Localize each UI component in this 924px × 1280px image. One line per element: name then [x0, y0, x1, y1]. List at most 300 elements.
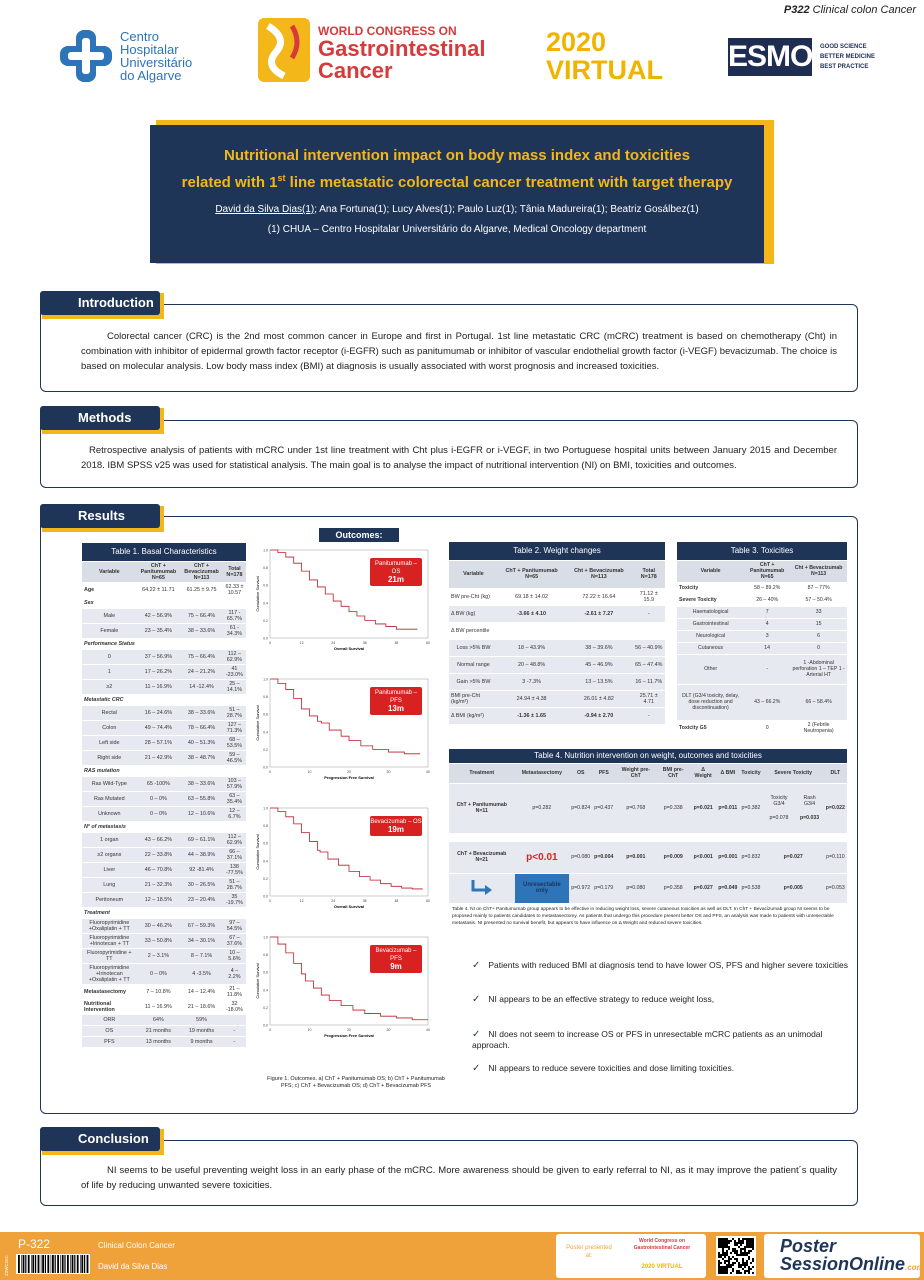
- table2-cell: 18 – 43.9%: [498, 639, 565, 656]
- qr-module: [730, 1266, 732, 1268]
- table4-cell: p=0.358: [656, 873, 690, 903]
- table1-cell: 69 – 61.1%: [180, 832, 223, 847]
- table1-cell: 8 – 7.1%: [180, 948, 223, 963]
- table-toxicities: [677, 542, 847, 736]
- qr-module: [728, 1264, 730, 1266]
- qr-module: [730, 1258, 732, 1260]
- barcode-bar: [74, 1255, 75, 1273]
- table1-row: [82, 877, 246, 892]
- qr-module: [744, 1246, 746, 1248]
- table3-row: [677, 606, 847, 618]
- table2-cell: BMI pre-Cht (kg/m²): [449, 690, 498, 707]
- esmo-logo: ESMO: [728, 38, 812, 76]
- table4-cell: p=0.824: [569, 783, 592, 833]
- chua-name: Centro Hospitalar Universitário do Algarve: [120, 29, 193, 83]
- qr-module: [744, 1272, 746, 1274]
- barcode-bar: [80, 1255, 81, 1273]
- table2-cell: 3 -7.3%: [498, 673, 565, 690]
- qr-module: [738, 1254, 740, 1256]
- table1-cell: ORR: [82, 1014, 137, 1025]
- qr-module: [746, 1270, 748, 1272]
- table1-row: [82, 999, 246, 1014]
- esmo-tagline: GOOD SCIENCE BETTER MEDICINE BEST PRACTICE: [820, 44, 876, 70]
- methods-heading: Methods: [40, 406, 160, 430]
- table2-row: [449, 673, 665, 690]
- table1-cell: 138 -77.5%: [223, 862, 246, 877]
- table2-cell: -: [633, 707, 666, 724]
- table-weight-changes: [449, 542, 665, 725]
- table4-header: Metastasectomy: [515, 763, 570, 783]
- table4-spacer: [449, 833, 847, 841]
- qr-module: [732, 1262, 734, 1264]
- table1-cell: 40 – 51.3%: [180, 735, 223, 750]
- table1-cell: 2 – 3.1%: [137, 948, 181, 963]
- qr-module: [726, 1270, 728, 1272]
- table4-cell: p=0.382: [739, 783, 762, 833]
- barcode-bar: [55, 1255, 56, 1273]
- table2-cell: Δ BMI (kg/m²): [449, 707, 498, 724]
- table4-cell: p=0.004: [592, 841, 615, 873]
- table3-cell: 1 -Abdominal perforation 1 – TEP 1 -Arterial HT: [790, 654, 847, 684]
- table3-cell: Severe Toxicity: [677, 594, 744, 606]
- qr-module: [752, 1260, 754, 1262]
- poster-category: Clinical colon Cancer: [812, 4, 916, 16]
- virtual-small: 2020 VIRTUAL: [641, 1264, 683, 1270]
- qr-module: [744, 1254, 746, 1256]
- postersession-logo[interactable]: Poster SessionOnline.com: [764, 1234, 920, 1278]
- barcode-bar: [81, 1255, 83, 1273]
- table1-cell: 24 – 21.2%: [180, 664, 223, 679]
- qr-module: [718, 1270, 720, 1272]
- qr-module: [726, 1266, 728, 1268]
- qr-module: [748, 1242, 750, 1244]
- table1-cell: 38 – 33.6%: [180, 776, 223, 791]
- qr-module: [746, 1264, 748, 1266]
- table3-cell: 66 – 58.4%: [790, 684, 847, 720]
- qr-module: [722, 1268, 724, 1270]
- table1-cell: Fluoropyrimidine +Oxaliplatin + TT: [82, 918, 137, 933]
- table1-row: [82, 1036, 246, 1047]
- qr-module: [742, 1258, 744, 1260]
- qr-module: [748, 1270, 750, 1272]
- table1-header: Total N=178: [223, 561, 246, 582]
- qr-module: [720, 1256, 722, 1258]
- table1-cell: 46 – 70.8%: [137, 862, 181, 877]
- table1-row: [82, 963, 246, 984]
- km-ytick: 0.6: [263, 841, 268, 846]
- table-nutrition-intervention: [449, 749, 847, 904]
- table3-cell: -: [744, 654, 790, 684]
- virtual-label: 2020 VIRTUAL: [546, 27, 663, 85]
- km-xlabel: Progression Free Survival: [324, 1033, 374, 1038]
- table3-cell: Cutaneous: [677, 642, 744, 654]
- table1-cell: 61.25 ± 9.75: [180, 582, 223, 597]
- table3-row: [677, 594, 847, 606]
- qr-module: [718, 1242, 720, 1244]
- table1-cell: 25 – 14.1%: [223, 679, 246, 694]
- km-ytick: 1.0: [263, 548, 268, 553]
- results-heading: Results: [40, 504, 160, 528]
- qr-module: [742, 1262, 744, 1264]
- qr-module: [748, 1258, 750, 1260]
- table1-cell: Liver: [82, 862, 137, 877]
- table1-cell: Metastasectomy: [82, 984, 137, 999]
- qr-module: [722, 1252, 724, 1254]
- table1-cell: 33 – 50.8%: [137, 933, 181, 948]
- qr-module: [718, 1244, 720, 1246]
- table1-row: [82, 907, 246, 918]
- qr-code-icon[interactable]: [716, 1236, 756, 1276]
- qr-module: [724, 1270, 726, 1272]
- qr-module: [744, 1270, 746, 1272]
- table3-header: Variable: [677, 560, 744, 582]
- table4-cell: p<0.001: [690, 841, 716, 873]
- authors: David da Silva Dias(1); Ana Fortuna(1); Lucy Alves(1); Paulo Luz(1); Tânia Madureira(1); Beatriz Gosálbez(1): [215, 204, 699, 215]
- table1-cell: 103 – 57.9%: [223, 776, 246, 791]
- table1-cell: 21 – 32.3%: [137, 877, 181, 892]
- table4-cell: p=0.080: [569, 841, 592, 873]
- table1-cell: 51 – 28.7%: [223, 705, 246, 720]
- qr-module: [726, 1242, 728, 1244]
- qr-module: [724, 1242, 726, 1244]
- table4-row-label: Unresectable only: [515, 873, 570, 903]
- qr-module: [744, 1266, 746, 1268]
- qr-module: [738, 1264, 740, 1266]
- affiliation: (1) CHUA – Centro Hospitalar Universitário do Algarve, Medical Oncology department: [267, 224, 647, 235]
- table1-row: [82, 705, 246, 720]
- qr-module: [734, 1250, 736, 1252]
- table4-cell: p=0.049: [716, 873, 739, 903]
- km-ytick: 1.0: [263, 935, 268, 940]
- qr-module: [742, 1264, 744, 1266]
- corner-arrow-icon: [469, 878, 495, 896]
- qr-module: [744, 1264, 746, 1266]
- congress-small: World Congress on Gastrointestinal Cancer: [633, 1238, 691, 1251]
- qr-module: [744, 1252, 746, 1254]
- table1-cell: Metastatic CRC: [82, 694, 246, 705]
- km-xtick: 20: [347, 770, 351, 774]
- km-xtick: 20: [347, 1028, 351, 1032]
- table1-cell: 28 – 57.1%: [137, 735, 181, 750]
- barcode-bar: [64, 1255, 65, 1273]
- qr-module: [726, 1264, 728, 1266]
- table1-cell: 1: [82, 664, 137, 679]
- km-ylabel: Cumulative Survival: [255, 963, 260, 999]
- table3-header: Cht + Bevacizumab N=113: [790, 560, 847, 582]
- barcode-bar: [31, 1255, 32, 1273]
- table3-cell: 58 – 89.2%: [744, 582, 790, 594]
- table2-cell: 13 – 13.5%: [565, 673, 632, 690]
- qr-module: [742, 1238, 744, 1240]
- table4-header: Weight pre-ChT: [615, 763, 656, 783]
- presented-at: Poster presented at:: [566, 1245, 612, 1259]
- qr-module: [734, 1242, 736, 1244]
- km-ytick: 0.8: [263, 695, 268, 700]
- table3-cell: Gastrointestinal: [677, 618, 744, 630]
- barcode-bar: [47, 1255, 49, 1273]
- table1-cell: 37 – 56.9%: [137, 649, 181, 664]
- table3-cell: 33: [790, 606, 847, 618]
- table1-cell: 21 months: [137, 1025, 181, 1036]
- table1-cell: 61 - 34.3%: [223, 623, 246, 638]
- barcode-bar: [84, 1255, 85, 1273]
- qr-module: [726, 1272, 728, 1274]
- table1-cell: 34 – 30.1%: [180, 933, 223, 948]
- barcode-bar: [41, 1255, 42, 1273]
- table3-cell: 26 – 40%: [744, 594, 790, 606]
- table2-cell: -: [633, 605, 666, 622]
- table4-cell: p=0.021: [690, 783, 716, 833]
- table4-cell: p=0.282: [515, 783, 570, 833]
- km-ytick: 0.4: [263, 730, 268, 735]
- table1-cell: Fluoropyrimidine +Irinotecan +Oxaliplatin + TT: [82, 963, 137, 984]
- table3-cell: 0: [744, 720, 790, 735]
- barcode-bar: [72, 1255, 74, 1273]
- table1-cell: 64.22 ± 11.71: [137, 582, 181, 597]
- table1-row: [82, 608, 246, 623]
- qr-module: [746, 1238, 748, 1240]
- km-xtick: 60: [426, 899, 430, 903]
- table3-header: ChT + Panitumumab N=65: [744, 560, 790, 582]
- table1-cell: 21 – 42.9%: [137, 750, 181, 765]
- conclusion-text: NI seems to be useful preventing weight loss in an early phase of the mCRC. More awareness should be given to early referral to NI, as it may improve the patient´s quality of life by reducing unwanted severe toxicities.: [81, 1165, 837, 1191]
- table2-cell: [633, 622, 666, 639]
- table1-cell: Fluoropyrimidine + TT: [82, 948, 137, 963]
- table2-cell: 25.71 ± 4.71: [633, 690, 666, 707]
- km-xtick: 36: [362, 899, 367, 903]
- table3-row: [677, 630, 847, 642]
- table1-cell: Female: [82, 623, 137, 638]
- km-ytick: 0.0: [263, 1023, 268, 1028]
- km-ylabel: Cumulative Survival: [255, 834, 260, 870]
- barcode-bar: [60, 1255, 61, 1273]
- table1-row: [82, 776, 246, 791]
- qr-module: [720, 1262, 722, 1264]
- qr-module: [728, 1262, 730, 1264]
- barcode-bar: [28, 1255, 30, 1273]
- table1-row: [82, 791, 246, 806]
- km-ytick: 0.4: [263, 601, 268, 606]
- table2-cell: 24.94 ± 4.38: [498, 690, 565, 707]
- title-block: [150, 125, 764, 263]
- table2-cell: 45 – 46.9%: [565, 656, 632, 673]
- table1-cell: Nutritional Intervention: [82, 999, 137, 1014]
- qr-module: [730, 1272, 732, 1274]
- poster-id: [784, 4, 916, 16]
- table1-cell: Age: [82, 582, 137, 597]
- results-conclusions: [458, 950, 848, 1086]
- introduction-text: Colorectal cancer (CRC) is the 2nd most common cancer in Europe and first in Portugal. 1st line metastatic CRC (mCRC) treatment is based on chemotherapy (Cht) in combination with inhibitor of epidermal growth factor receptor (i-EGFR) such as panitumumab or inhibitor of vascular endothelial growth factor (i-VEGF) bevacizumab. The choice is based on molecular analysis. Low body mass index (BMI) at diagnosis is usually associated with worst prognosis and increased toxicities.: [81, 331, 837, 372]
- qr-module: [740, 1254, 742, 1256]
- table3-cell: 57 – 50.4%: [790, 594, 847, 606]
- qr-module: [728, 1248, 730, 1250]
- table4-cell: p=0.001: [716, 841, 739, 873]
- table1-caption: Table 1. Basal Characteristics: [82, 543, 246, 561]
- km-xtick: 60: [426, 641, 430, 645]
- footer-author: David da Silva Dias: [98, 1262, 168, 1271]
- qr-module: [732, 1270, 734, 1272]
- qr-module: [748, 1240, 750, 1242]
- check-icon: ✓: [472, 1029, 481, 1040]
- km-ytick: 0.2: [263, 1005, 268, 1010]
- table2-cell: 65 – 47.4%: [633, 656, 666, 673]
- qr-module: [750, 1262, 752, 1264]
- qr-module: [718, 1254, 720, 1256]
- table4-note: Table 4. NI on ChT+ Panitumumab group appears to be effective in reducing weight loss, severe cutaneous toxicities as well as DLT. In ChT + Bevacizumab group NI seems to be proposed mainly to patients candidates to metastasectomy. As patients that undergo this procedure present better OS and PFS, an analysis was made to patients with unresectable metastasis. NI presented no survival benefit, but appears to have influence on Δ Weight and reduced severe toxicities.: [452, 907, 834, 926]
- km-ytick: 0.0: [263, 894, 268, 899]
- table3-cell: 6: [790, 630, 847, 642]
- km-ytick: 0.6: [263, 712, 268, 717]
- table4-arrow-cell: [449, 873, 515, 903]
- table1-cell: 12 – 18.5%: [137, 892, 181, 907]
- methods-text: Retrospective analysis of patients with mCRC under 1st line treatment with Cht plus i-EGFR or i-VEGF, in two Portuguese hospital units between January 2015 and December 2018. IBM SPSS v25 was used for statistical analysis. The main goal is to analyse the impact of nutritional intervention (NI) on BMI, toxicities and outcomes.: [81, 445, 837, 471]
- table4-cell: p=0.001: [615, 841, 656, 873]
- table1-cell: 11 – 16.9%: [137, 999, 181, 1014]
- table1-row: [82, 892, 246, 907]
- qr-module: [720, 1270, 722, 1272]
- qr-module: [752, 1242, 754, 1244]
- table1-cell: 38 – 33.6%: [180, 705, 223, 720]
- table4-cell: Rash G3/4 p=0.033: [795, 783, 823, 833]
- km-ytick: 0.2: [263, 618, 268, 623]
- table1-cell: 30 – 46.2%: [137, 918, 181, 933]
- table2-cell: [498, 622, 565, 639]
- table1-cell: 0 – 0%: [137, 963, 181, 984]
- qr-module: [724, 1256, 726, 1258]
- qr-module: [748, 1252, 750, 1254]
- table4-cell: p=0.011: [716, 783, 739, 833]
- table1-cell: Ras Wild-Type: [82, 776, 137, 791]
- km-ytick: 0.8: [263, 824, 268, 829]
- barcode-bar: [45, 1255, 46, 1273]
- qr-module: [726, 1246, 728, 1248]
- table4-cell: p=0.437: [592, 783, 615, 833]
- km-xtick: 48: [394, 641, 399, 645]
- table2-row: [449, 605, 665, 622]
- check-icon: ✓: [472, 960, 481, 971]
- table1-cell: 12 – 6.7%: [223, 806, 246, 821]
- table2-cell: 26.01 ± 4.82: [565, 690, 632, 707]
- table2-row: [449, 707, 665, 724]
- qr-module: [748, 1250, 750, 1252]
- qr-module: [740, 1248, 742, 1250]
- conclusion-item: ✓ NI appears to be an effective strategy to reduce weight loss,: [472, 994, 715, 1005]
- table2-header: ChT + Panitumumab N=65: [498, 560, 565, 588]
- qr-module: [746, 1242, 748, 1244]
- table3-row: [677, 654, 847, 684]
- chua-cross-logo: [58, 28, 114, 84]
- qr-module: [720, 1242, 722, 1244]
- qr-module: [740, 1252, 742, 1254]
- table2-cell: -1.36 ± 1.65: [498, 707, 565, 724]
- table1-cell: 38 – 48.7%: [180, 750, 223, 765]
- qr-module: [750, 1268, 752, 1270]
- barcode-bar: [51, 1255, 52, 1273]
- qr-module: [736, 1270, 738, 1272]
- qr-module: [732, 1264, 734, 1266]
- table1-cell: 30 – 26.5%: [180, 877, 223, 892]
- table1-cell: Performance Status: [82, 638, 246, 649]
- qr-module: [724, 1254, 726, 1256]
- table1-cell: 35 -19.7%: [223, 892, 246, 907]
- table1-cell: 0 – 0%: [137, 806, 181, 821]
- km-xtick: 36: [362, 641, 367, 645]
- qr-module: [738, 1272, 740, 1274]
- km-badge-value: 13m: [387, 704, 404, 713]
- table1-cell: Ras Mutated: [82, 791, 137, 806]
- conclusion-heading: Conclusion: [40, 1127, 160, 1151]
- table1-cell: 66 – 37.1%: [223, 847, 246, 862]
- qr-module: [736, 1260, 738, 1262]
- table1-row: [82, 1014, 246, 1025]
- table1-cell: 0: [82, 649, 137, 664]
- qr-module: [720, 1244, 722, 1246]
- km-ytick: 0.6: [263, 970, 268, 975]
- qr-module: [740, 1272, 742, 1274]
- km-ytick: 0.2: [263, 747, 268, 752]
- table1-cell: 4 – 2.2%: [223, 963, 246, 984]
- qr-module: [734, 1244, 736, 1246]
- km-ytick: 1.0: [263, 806, 268, 811]
- qr-module: [732, 1250, 734, 1252]
- qr-module: [742, 1260, 744, 1262]
- table1-cell: 22 – 33.8%: [137, 847, 181, 862]
- qr-module: [748, 1266, 750, 1268]
- table2-cell: Δ BW percentile: [449, 622, 498, 639]
- table1-cell: 43 – 66.2%: [137, 832, 181, 847]
- table4-cell: p=0.832: [739, 841, 762, 873]
- table1-row: [82, 664, 246, 679]
- table1-cell: 44 – 38.9%: [180, 847, 223, 862]
- qr-module: [726, 1252, 728, 1254]
- qr-module: [724, 1272, 726, 1274]
- qr-module: [738, 1270, 740, 1272]
- qr-module: [724, 1252, 726, 1254]
- qr-module: [752, 1272, 754, 1274]
- table3-cell: 0: [790, 642, 847, 654]
- table3-row: [677, 642, 847, 654]
- table3-row: [677, 582, 847, 594]
- table2-cell: 72.22 ± 16.64: [565, 588, 632, 605]
- qr-module: [734, 1262, 736, 1264]
- table2-cell: -3.66 ± 4.10: [498, 605, 565, 622]
- table1-cell: 21 – 11.8%: [223, 984, 246, 999]
- qr-module: [738, 1262, 740, 1264]
- qr-module: [722, 1242, 724, 1244]
- km-xtick: 0: [269, 770, 271, 774]
- qr-module: [728, 1258, 730, 1260]
- table2-cell: 71.12 ± 15.9: [633, 588, 666, 605]
- table2-header: Cht + Bevacizumab N=113: [565, 560, 632, 588]
- qr-module: [736, 1272, 738, 1274]
- footer-poster-id: P-322: [18, 1237, 51, 1251]
- qr-module: [734, 1248, 736, 1250]
- km-xtick: 12: [299, 899, 304, 903]
- qr-module: [730, 1252, 732, 1254]
- table1-cell: Left side: [82, 735, 137, 750]
- table1-cell: 59 – 46.5%: [223, 750, 246, 765]
- table2-cell: [565, 622, 632, 639]
- table1-header: Variable: [82, 561, 137, 582]
- table4-header: Treatment: [449, 763, 515, 783]
- table4-header: Δ BMI: [716, 763, 739, 783]
- km-xtick: 10: [307, 770, 312, 774]
- qr-module: [740, 1266, 742, 1268]
- qr-module: [750, 1242, 752, 1244]
- table2-cell: 38 – 39.6%: [565, 639, 632, 656]
- qr-module: [738, 1266, 740, 1268]
- table1-row: [82, 597, 246, 608]
